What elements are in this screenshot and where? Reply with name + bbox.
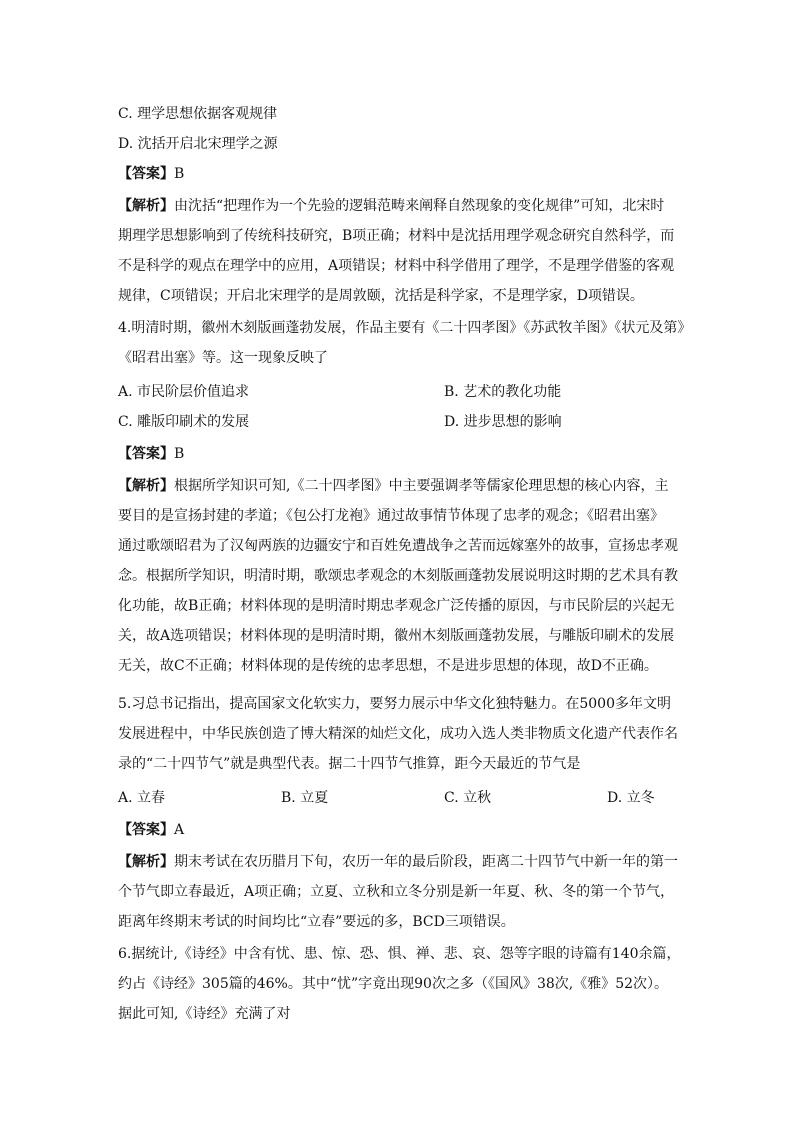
analysis-tag: 【解析】: [118, 854, 174, 870]
q5-option-b: B. 立夏: [281, 790, 329, 806]
q5-option-a: A. 立春: [118, 790, 166, 806]
q4-option-d: D. 进步思想的影响: [444, 414, 562, 430]
q3-analysis-line-2: 期理学思想影响到了传统科技研究，B项正确；材料中是沈括用理学观念研究自然科学，而: [118, 228, 675, 244]
q3-answer: [118, 164, 184, 184]
q4-options-row-1: [118, 382, 684, 402]
q4-analysis-line-3: 通过歌颂昭君为了汉匈两族的边疆安宁和百姓免遭战争之苦而远嫁塞外的故事，宣扬忠孝观: [118, 538, 678, 554]
analysis-tag: 【解析】: [118, 198, 174, 214]
q3-option-d: D. 沈括开启北宋理学之源: [118, 136, 278, 152]
answer-tag: 【答案】: [118, 446, 174, 462]
answer-value: A: [174, 822, 185, 838]
q5-stem-line-3: 录的“二十四节气”就是典型代表。据二十四节气推算，距今天最近的节气是: [118, 756, 581, 772]
q3-analysis-line-1: 【解析】由沈括“把理作为一个先验的逻辑范畴来阐释自然现象的变化规律”可知，北宋时: [118, 198, 665, 214]
q4-option-a: A. 市民阶层价值追求: [118, 384, 250, 400]
q5-analysis-line-1: 【解析】期末考试在农历腊月下旬，农历一年的最后阶段，距离二十四节气中新一年的第一: [118, 854, 678, 870]
q5-stem-line-1: 5.习总书记指出，提高国家文化软实力，要努力展示中华文化独特魅力。在5000多年文明: [118, 696, 671, 712]
q6-stem-line-2: 约占《诗经》305篇的46%。其中“忧”字竟出现90次之多（《国风》38次,《雅》52次）。: [118, 976, 669, 992]
q6-stem-line-3: 据此可知,《诗经》充满了对: [118, 1006, 291, 1022]
q4-option-c: C. 雕版印刷术的发展: [118, 414, 250, 430]
q4-options-row-2: [118, 412, 684, 432]
q5-analysis-line-3: 距离年终期末考试的时间均比“立春”要远的多，BCD三项错误。: [118, 914, 515, 930]
q4-analysis-line-2: 要目的是宣扬封建的孝道；《包公打龙袍》通过故事情节体现了忠孝的观念；《昭君出塞》: [118, 508, 664, 524]
q4-answer: [118, 444, 184, 464]
q5-option-c: C. 立秋: [444, 790, 492, 806]
q5-options-row: [118, 788, 684, 808]
q4-option-b: B. 艺术的教化功能: [444, 384, 562, 400]
q4-analysis-line-4: 念。根据所学知识，明清时期，歌颂忠孝观念的木刻版画蓬勃发展说明这时期的艺术具有教: [118, 568, 678, 584]
q6-stem-line-1: 6.据统计,《诗经》中含有忧、患、惊、恐、惧、禅、悲、哀、怨等字眼的诗篇有140余篇，: [118, 946, 681, 962]
q3-analysis-line-4: 规律，C项错误；开启北宋理学的是周敦颐，沈括是科学家，不是理学家，D项错误。: [118, 288, 644, 304]
answer-value: B: [174, 446, 185, 462]
q4-analysis-line-5: 化功能，故B正确；材料体现的是明清时期忠孝观念广泛传播的原因，与市民阶层的兴起无: [118, 598, 675, 614]
analysis-tag: 【解析】: [118, 478, 174, 494]
q5-option-d: D. 立冬: [607, 790, 655, 806]
answer-tag: 【答案】: [118, 822, 174, 838]
q4-analysis-line-1: 【解析】根据所学知识可知,《二十四孝图》中主要强调孝等儒家伦理思想的核心内容，主: [118, 478, 669, 494]
q5-analysis-line-2: 个节气即立春最近，A项正确；立夏、立秋和立冬分别是新一年夏、秋、冬的第一个节气，: [118, 884, 675, 900]
q4-analysis-line-6: 关，故A选项错误；材料体现的是明清时期，徽州木刻版画蓬勃发展，与雕版印刷术的发展: [118, 628, 675, 644]
q3-option-c: C. 理学思想依据客观规律: [118, 106, 278, 122]
q3-analysis-line-3: 不是科学的观点在理学中的应用，A项错误；材料中科学借用了理学，不是理学借鉴的客观: [118, 258, 675, 274]
q4-stem-line-2: 《昭君出塞》等。这一现象反映了: [118, 350, 328, 366]
q4-analysis-line-7: 无关，故C不正确；材料体现的是传统的忠孝思想，不是进步思想的体现，故D不正确。: [118, 658, 658, 674]
q4-stem-line-1: 4.明清时期，徽州木刻版画蓬勃发展，作品主要有《二十四孝图》《苏武牧羊图》《状元及第》: [118, 320, 692, 336]
answer-tag: 【答案】: [118, 166, 174, 182]
q5-answer: [118, 820, 184, 840]
q5-stem-line-2: 发展进程中，中华民族创造了博大精深的灿烂文化，成功入选人类非物质文化遗产代表作名: [118, 726, 678, 742]
answer-value: B: [174, 166, 185, 182]
